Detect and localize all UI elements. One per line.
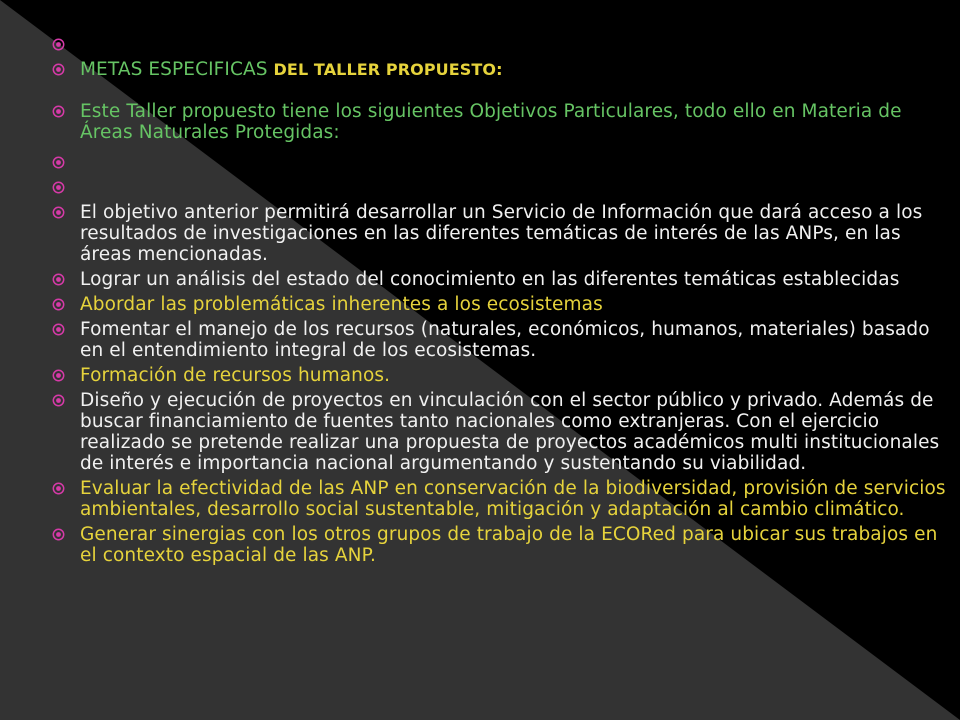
intro-item — [52, 101, 952, 143]
bullet-icon — [52, 63, 65, 76]
bullet-icon — [52, 394, 65, 407]
item-text: Evaluar la efectividad de las ANP en conservación de la biodiversidad, provisión de servicios ambientales, desarrollo social sustentable, mitigación y adaptación al cambio climático. — [80, 478, 946, 520]
bullet-icon — [52, 105, 65, 118]
bullet-icon — [52, 38, 65, 51]
objective-item — [52, 365, 952, 386]
objective-item — [52, 524, 952, 566]
bullet-icon — [52, 323, 65, 336]
bullet-icon — [52, 298, 65, 311]
empty-bullet-item — [52, 177, 952, 198]
bullet-icon — [52, 156, 65, 169]
empty-bullet-item — [52, 34, 952, 55]
item-text: Generar sinergias con los otros grupos de trabajo de la ECORed para ubicar sus trabajos en el contexto espacial de las ANP. — [80, 524, 938, 566]
bullet-icon — [52, 369, 65, 382]
item-text: Formación de recursos humanos. — [80, 365, 391, 386]
heading-item — [52, 59, 952, 80]
slide-content — [52, 34, 952, 566]
bullet-icon — [52, 181, 65, 194]
bullet-icon — [52, 482, 65, 495]
item-text: El objetivo anterior permitirá desarrollar un Servicio de Información que dará acceso a los resultados de investigaciones en las diferentes temáticas de interés de las ANPs, en las áreas mencionadas. — [80, 202, 923, 265]
item-text: Fomentar el manejo de los recursos (naturales, económicos, humanos, materiales) basado en el entendimiento integral de los ecosistemas. — [80, 319, 930, 361]
objective-item — [52, 478, 952, 520]
heading-normal-text: METAS ESPECIFICAS — [80, 59, 274, 80]
objective-item — [52, 202, 952, 265]
objective-item — [52, 294, 952, 315]
objective-item — [52, 269, 952, 290]
item-text: Este Taller propuesto tiene los siguientes Objetivos Particulares, todo ello en Materia de Áreas Naturales Protegidas: — [80, 101, 902, 143]
bullet-icon — [52, 273, 65, 286]
heading-bold-text: DEL TALLER PROPUESTO — [273, 60, 497, 79]
objective-item — [52, 319, 952, 361]
bullet-icon — [52, 528, 65, 541]
objective-item — [52, 390, 952, 474]
bullet-icon — [52, 206, 65, 219]
heading-colon: : — [496, 60, 503, 79]
item-text: Abordar las problemáticas inherentes a los ecosistemas — [80, 294, 603, 315]
item-text: Lograr un análisis del estado del conocimiento en las diferentes temáticas establecidas — [80, 269, 900, 290]
empty-bullet-item — [52, 152, 952, 173]
item-text: Diseño y ejecución de proyectos en vinculación con el sector público y privado. Además de buscar financiamiento de fuentes tanto nacionales como extranjeras. Con el ejercicio realizado se pretende realizar una propuesta de proyectos académicos multi institucionales de interés e importancia nacional argumentando y sustentando su viabilidad. — [80, 390, 940, 474]
